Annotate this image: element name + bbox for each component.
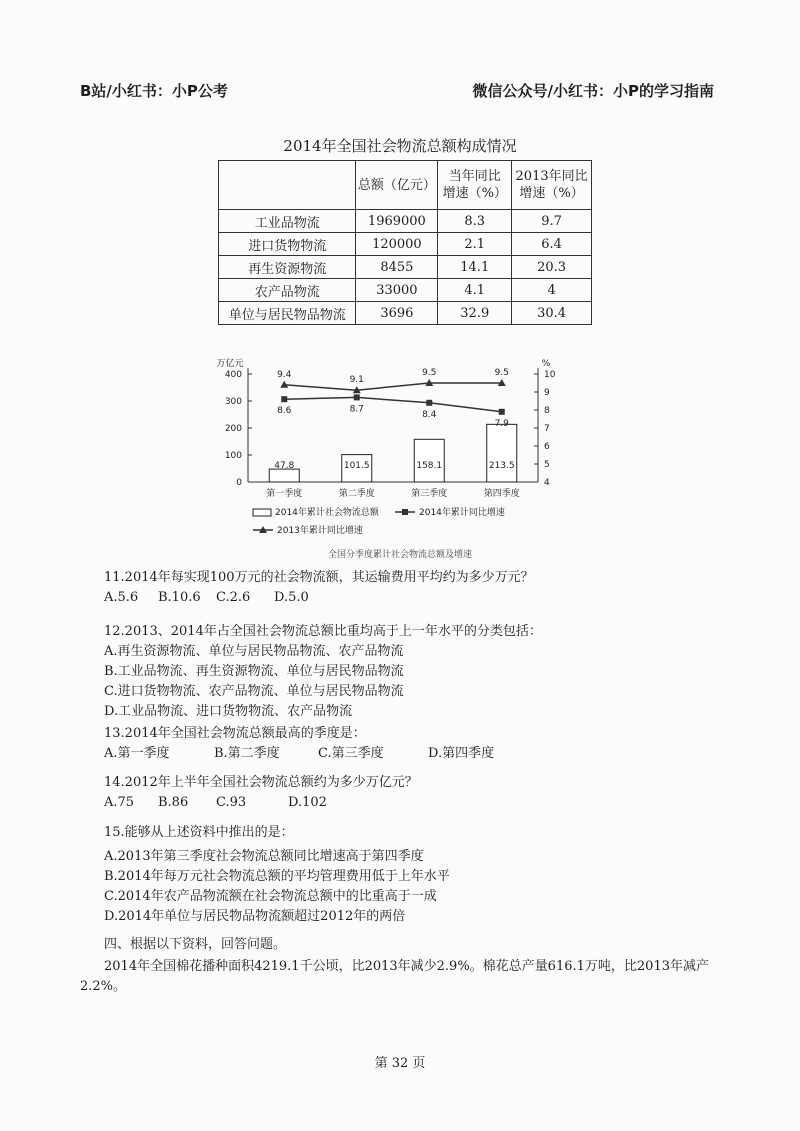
y-tick-label: 300: [224, 397, 242, 407]
table-cell: 4.1: [438, 279, 512, 302]
line-data-label: 7.9: [494, 418, 509, 429]
bar-data-label: 101.5: [343, 461, 370, 471]
question-15: [104, 823, 450, 927]
table-cell: 32.9: [438, 302, 512, 325]
legend-label: 2014年累计社会物流总额: [275, 508, 379, 518]
table-cell: 8455: [356, 256, 438, 279]
option: C.93: [216, 795, 247, 810]
table-header-row: [219, 161, 592, 210]
table-row: [219, 256, 592, 279]
y2-tick-label: 6: [544, 442, 550, 452]
option: D.第四季度: [428, 746, 495, 761]
chart-title: 全国分季度累计社会物流总额及增速: [327, 550, 472, 560]
question-11: [104, 568, 534, 608]
bar: [487, 424, 517, 482]
option: B.86: [158, 795, 189, 810]
table-cell: 14.1: [438, 256, 512, 279]
table-cell: 9.7: [512, 210, 592, 233]
table-cell: 工业品物流: [219, 210, 356, 233]
table-row: [219, 302, 592, 325]
table-cell: 农产品物流: [219, 279, 356, 302]
option: D.2014年单位与居民物品物流额超过2012年的两倍: [104, 909, 406, 924]
line-data-label: 9.5: [494, 368, 509, 378]
option: C.进口货物物流、农产品物流、单位与居民物品物流: [104, 684, 404, 699]
y2-axis-label: %: [541, 359, 551, 369]
option: C.2014年农产品物流额在社会物流总额中的比重高于一成: [104, 889, 437, 904]
table-cell: 33000: [356, 279, 438, 302]
question-stem: 12.2013、2014年占全国社会物流总额比重均高于上一年水平的分类包括：: [104, 624, 542, 639]
question-options: [104, 588, 534, 608]
legend-label: 2014年累计同比增速: [419, 508, 505, 518]
table-row: [219, 279, 592, 302]
table-row: [219, 210, 592, 233]
legend-marker-square: [402, 509, 408, 515]
option: A.第一季度: [104, 746, 170, 761]
series-line: [284, 397, 502, 411]
series-line: [284, 383, 502, 390]
table-header-cell: [219, 161, 356, 210]
y2-tick-label: 8: [544, 406, 550, 416]
table-header-cell: 当年同比 增速（%）: [438, 161, 512, 210]
question-stem: 13.2014年全国社会物流总额最高的季度是：: [104, 726, 366, 741]
bar-data-label: 158.1: [416, 461, 443, 471]
table-cell: 单位与居民物品物流: [219, 302, 356, 325]
option: B.工业品物流、再生资源物流、单位与居民物品物流: [104, 664, 404, 679]
legend-label: 2013年累计同比增速: [277, 526, 363, 536]
header-left-text: B站/小红书：小P公考: [80, 82, 228, 100]
option: B.第二季度: [214, 746, 280, 761]
legend-swatch-bar: [253, 509, 271, 516]
table-cell: 进口货物物流: [219, 233, 356, 256]
y-tick-label: 100: [224, 451, 242, 461]
y2-tick-label: 9: [544, 388, 550, 398]
x-tick-label: 第三季度: [411, 489, 448, 499]
quarterly-chart: [195, 352, 595, 547]
option: D.102: [288, 795, 327, 810]
table-title: 2014年全国社会物流总额构成情况: [283, 137, 517, 155]
line-point: [426, 400, 432, 406]
table-cell: 6.4: [512, 233, 592, 256]
table-cell: 30.4: [512, 302, 592, 325]
option: B.10.6: [158, 590, 201, 605]
y-tick-label: 400: [224, 370, 242, 380]
y-tick-label: 200: [224, 424, 242, 434]
page-number: 第 32 页: [374, 1056, 426, 1071]
line-point: [499, 409, 505, 415]
option: C.2.6: [216, 590, 251, 605]
question-stem: 14.2012年上半年全国社会物流总额约为多少万亿元？: [104, 775, 418, 790]
table-cell: 4: [512, 279, 592, 302]
x-tick-label: 第一季度: [266, 489, 303, 499]
line-point: [281, 396, 287, 402]
table-row: [219, 233, 592, 256]
bar-data-label: 47.8: [274, 461, 295, 471]
table-cell: 8.3: [438, 210, 512, 233]
option: A.5.6: [104, 590, 139, 605]
line-data-label: 8.6: [277, 406, 292, 417]
option: A.75: [104, 795, 135, 810]
section-heading: 四、根据以下资料，回答问题。: [104, 937, 287, 952]
question-options: [104, 744, 494, 764]
y2-tick-label: 5: [544, 460, 550, 470]
table-cell: 120000: [356, 233, 438, 256]
question-options: [104, 793, 418, 813]
line-data-label: 9.4: [277, 369, 292, 380]
line-data-label: 8.7: [349, 404, 364, 415]
x-tick-label: 第四季度: [483, 489, 520, 499]
y2-tick-label: 7: [544, 424, 550, 434]
table-cell: 1969000: [356, 210, 438, 233]
option: B.2014年每万元社会物流总额的平均管理费用低于上年水平: [104, 869, 450, 884]
section-text: 2014年全国棉花播种面积4219.1千公顷，比2013年减少2.9%。棉花总产量616.1万吨，比2013年减产2.2%。: [80, 959, 709, 994]
question-12: [104, 622, 542, 722]
line-data-label: 9.1: [349, 375, 364, 386]
question-14: [104, 773, 418, 813]
table-header-cell: 总额（亿元）: [356, 161, 438, 210]
y-tick-label: 0: [236, 478, 242, 488]
y2-tick-label: 4: [544, 478, 550, 488]
option: D.5.0: [274, 590, 309, 605]
header-right-text: 微信公众号/小红书：小P的学习指南: [472, 82, 714, 100]
table-cell: 2.1: [438, 233, 512, 256]
option: A.2013年第三季度社会物流总额同比增速高于第四季度: [104, 849, 424, 864]
option: A.再生资源物流、单位与居民物品物流、农产品物流: [104, 644, 404, 659]
data-table: [218, 160, 592, 325]
question-13: [104, 724, 494, 764]
bar: [269, 469, 299, 482]
question-stem: 15.能够从上述资料中推出的是：: [104, 825, 294, 840]
table-header-cell: 2013年同比 增速（%）: [512, 161, 592, 210]
line-data-label: 9.5: [422, 368, 437, 378]
question-stem: 11.2014年每实现100万元的社会物流额，其运输费用平均约为多少万元？: [104, 570, 534, 585]
x-tick-label: 第二季度: [338, 489, 375, 499]
table-cell: 再生资源物流: [219, 256, 356, 279]
option: C.第三季度: [318, 746, 384, 761]
table-cell: 3696: [356, 302, 438, 325]
line-point: [354, 394, 360, 400]
bar-data-label: 213.5: [488, 461, 515, 471]
y-axis-label: 万亿元: [216, 359, 244, 369]
line-data-label: 8.4: [422, 409, 437, 420]
y2-tick-label: 10: [544, 370, 556, 380]
table-cell: 20.3: [512, 256, 592, 279]
option: D.工业品物流、进口货物物流、农产品物流: [104, 704, 353, 719]
